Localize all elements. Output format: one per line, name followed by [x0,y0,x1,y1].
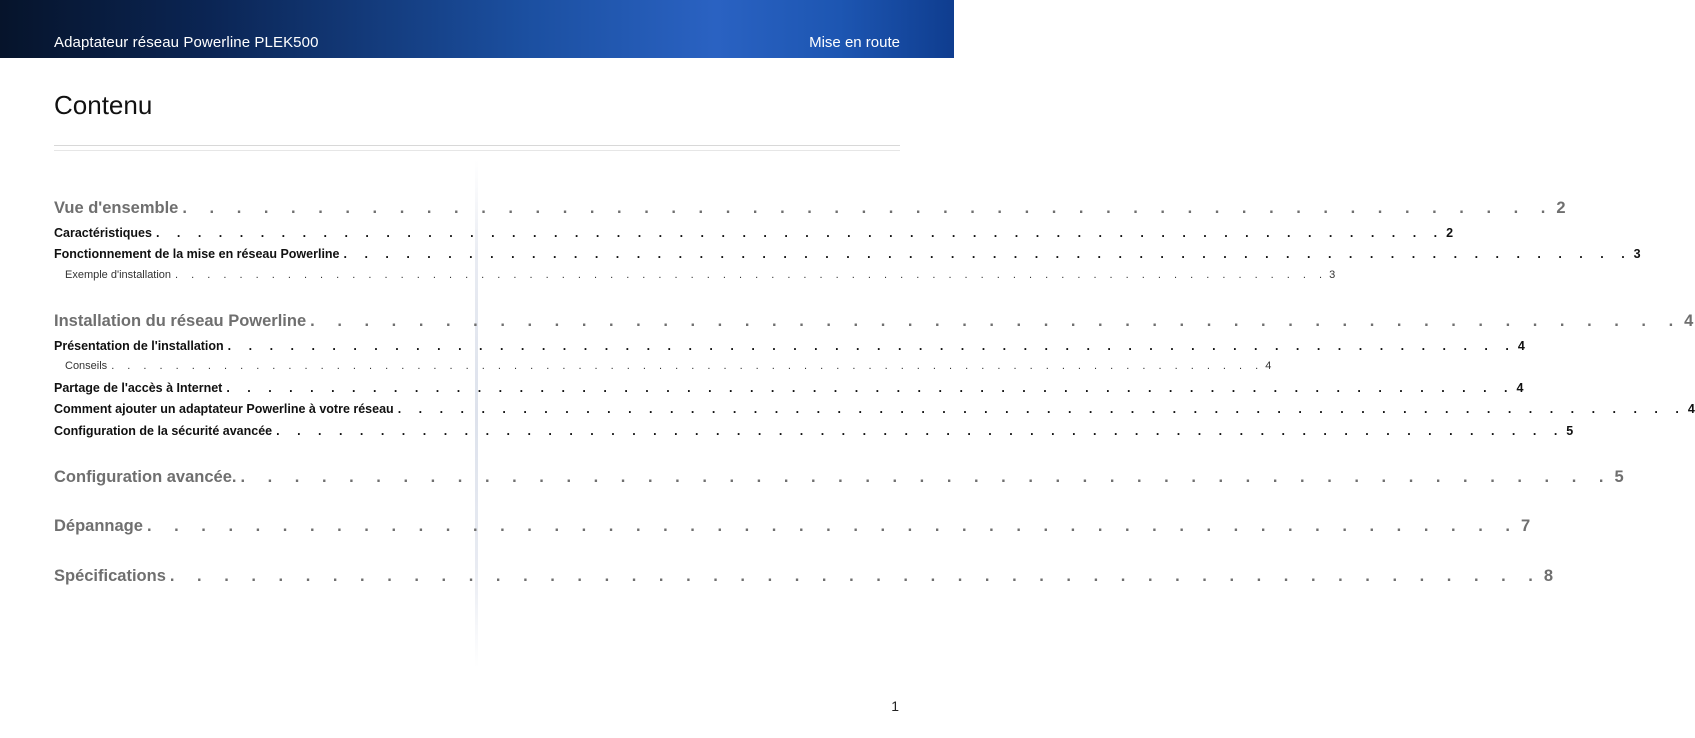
toc-entry-label: Conseils [65,360,108,372]
toc-entry-page: 4 [1687,402,1695,416]
toc-leader-dots: . . . . . . . . . . . . . . . . . . . . . . . . . . . . . . . . . . . . . . . . . . . . . . . . . . . . . . . . . . . . . . [397,402,1686,416]
toc-entry-presentation-installation[interactable] [54,339,1525,353]
toc-leader-dots: . . . . . . . . . . . . . . . . . . . . . . . . . . . . . . . . . . . . . . . . . . . . . . . . . . . . . . . . . . . . . . . . . . . . . . . . [175,269,1328,281]
toc-leader-dots: . . . . . . . . . . . . . . . . . . . . . . . . . . . . . . . . . . . . . . . . . . . . . . . . . . . . . . . . . . . . . . [276,424,1565,438]
toc-leader-dots: . . . . . . . . . . . . . . . . . . . . . . . . . . . . . . . . . . . . . . . . . . . . . . . . . . . . . . . . . . . . . . [227,339,1516,353]
toc-entry-specifications[interactable] [54,567,1554,586]
toc-entry-page: 4 [1516,381,1524,395]
toc-entry-conseils[interactable] [65,360,1272,372]
toc-entry-label: Installation du réseau Powerline [54,312,307,330]
toc-entry-depannage[interactable] [54,517,1531,536]
toc-entry-page: 3 [1329,269,1336,281]
toc-leader-dots: . . . . . . . . . . . . . . . . . . . . . . . . . . . . . . . . . . . . . . . . . . . . . . . . . . . [182,199,1555,217]
toc-entry-label: Présentation de l'installation [54,339,224,353]
toc-entry-page: 2 [1446,226,1454,240]
toc-entry-label: Fonctionnement de la mise en réseau Powerline [54,247,340,261]
toc-entry-label: Caractéristiques [54,226,152,240]
toc-entry-page: 4 [1684,312,1694,330]
toc-entry-page: 7 [1520,517,1531,535]
toc-entry-page: 4 [1517,339,1525,353]
toc-entry-label: Vue d'ensemble [54,199,179,217]
section-title: Mise en route [809,34,900,51]
toc-leader-dots: . . . . . . . . . . . . . . . . . . . . . . . . . . . . . . . . . . . . . . . . . . . . . . . . . . . [240,468,1613,486]
toc-entry-page: 5 [1614,468,1624,486]
document-title: Adaptateur réseau Powerline PLEK500 [54,34,319,51]
toc-entry-page: 2 [1556,199,1566,217]
toc-leader-dots: . . . . . . . . . . . . . . . . . . . . . . . . . . . . . . . . . . . . . . . . . . . . . . . . . . . [310,312,1683,330]
toc-entry-fonctionnement[interactable] [54,247,1641,261]
toc-entry-label: Dépannage [54,517,143,535]
toc-entry-label: Spécifications [54,567,166,585]
page-header [0,0,954,58]
toc-entry-page: 8 [1543,567,1554,585]
toc-entry-label: Partage de l'accès à Internet [54,381,223,395]
toc-leader-dots: . . . . . . . . . . . . . . . . . . . . . . . . . . . . . . . . . . . . . . . . . . . . . . . . . . . . . . . . . . . . . . [226,381,1515,395]
toc-leader-dots: . . . . . . . . . . . . . . . . . . . . . . . . . . . . . . . . . . . . . . . . . . . . . . . . . . . . . . . . . . . . . . [155,226,1445,240]
title-divider [54,145,900,151]
toc-entry-configuration-avancee[interactable] [54,468,1624,487]
toc-entry-label: Configuration de la sécurité avancée [54,424,273,438]
page-number: 1 [891,698,899,714]
toc-entry-ajouter-adaptateur[interactable] [54,402,1695,416]
toc-entry-page: 3 [1633,247,1641,261]
toc-leader-dots: . . . . . . . . . . . . . . . . . . . . . . . . . . . . . . . . . . . . . . . . . . . . . . . . . . . [169,567,1542,585]
page-title: Contenu [54,90,153,120]
toc-entry-exemple-installation[interactable] [65,269,1336,281]
toc-entry-label: Comment ajouter un adaptateur Powerline à votre réseau [54,402,394,416]
toc-entry-securite-avancee[interactable] [54,424,1574,438]
toc-entry-label: Exemple d'installation [65,269,172,281]
toc-entry-page: 4 [1265,360,1272,372]
toc-leader-dots: . . . . . . . . . . . . . . . . . . . . . . . . . . . . . . . . . . . . . . . . . . . . . . . . . . . . . . . . . . . . . . [343,247,1632,261]
toc-leader-dots: . . . . . . . . . . . . . . . . . . . . . . . . . . . . . . . . . . . . . . . . . . . . . . . . . . . [146,517,1519,535]
toc-entry-label: Configuration avancée. [54,468,237,486]
toc-entry-caracteristiques[interactable] [54,226,1454,240]
toc-entry-page: 5 [1566,424,1574,438]
toc-entry-partage-acces[interactable] [54,381,1524,395]
toc-entry-vue-ensemble[interactable] [54,199,1566,218]
toc-entry-installation-reseau[interactable] [54,312,1694,331]
toc-leader-dots: . . . . . . . . . . . . . . . . . . . . . . . . . . . . . . . . . . . . . . . . . . . . . . . . . . . . . . . . . . . . . . . . . . . . . . . . [111,360,1264,372]
